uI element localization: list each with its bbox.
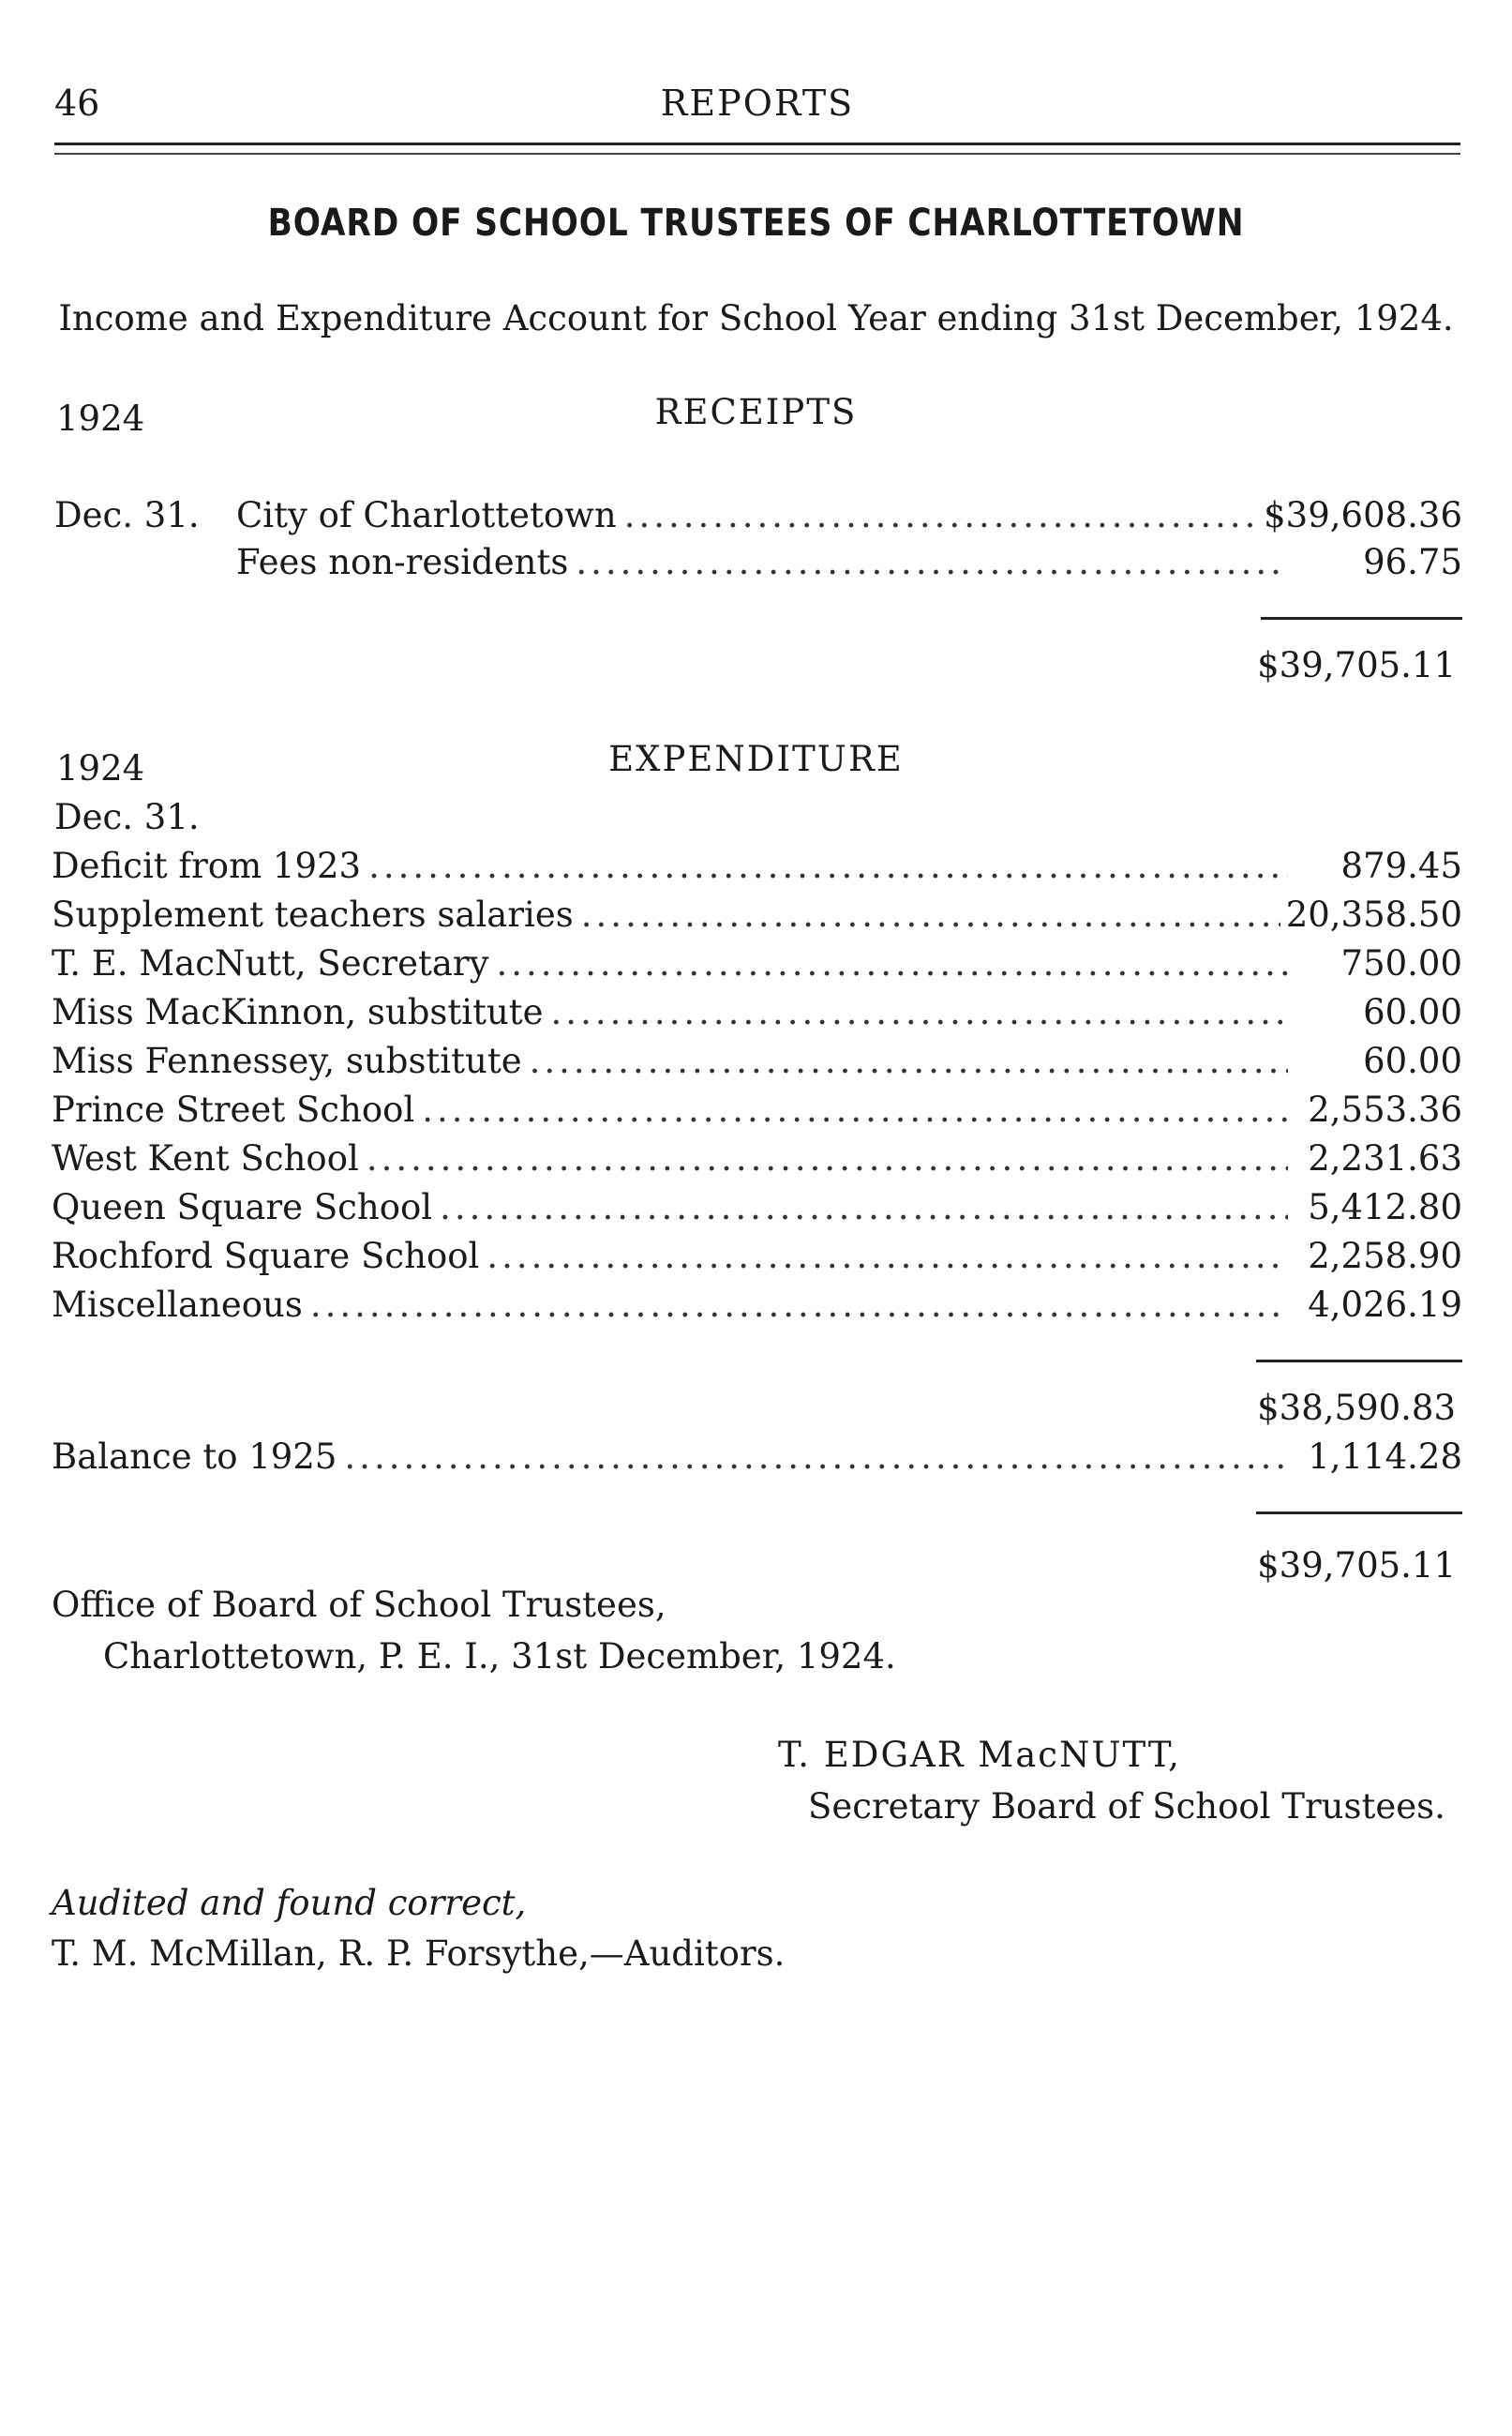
receipt-label: Fees non-residents xyxy=(236,542,569,582)
expenditure-row xyxy=(52,992,1462,1039)
leader-dots xyxy=(581,895,1280,935)
expenditure-row xyxy=(52,1138,1462,1185)
office-line-1: Office of Board of School Trustees, xyxy=(52,1585,666,1625)
receipts-date: Dec. 31. xyxy=(54,495,200,535)
leader-dots xyxy=(344,1436,1288,1477)
receipt-label: City of Charlottetown xyxy=(236,495,617,535)
receipts-year: 1924 xyxy=(56,398,145,439)
expenditure-amount: 2,258.90 xyxy=(1308,1236,1462,1276)
expenditure-row xyxy=(52,1285,1462,1331)
expenditure-total: $39,705.11 xyxy=(1257,1545,1456,1586)
receipt-row xyxy=(236,542,1462,589)
expenditure-amount: 20,358.50 xyxy=(1285,895,1462,935)
page-subtitle: Income and Expenditure Account for School Year ending 31st December, 1924. xyxy=(58,298,1454,338)
page-title: BOARD OF SCHOOL TRUSTEES OF CHARLOTTETOWN xyxy=(267,202,1245,245)
expenditure-label: Rochford Square School xyxy=(52,1236,480,1276)
auditors: T. M. McMillan, R. P. Forsythe,—Auditors. xyxy=(52,1933,786,1974)
header-rule-secondary xyxy=(54,153,1460,155)
balance-row xyxy=(52,1436,1462,1483)
expenditure-amount: 60.00 xyxy=(1363,992,1462,1032)
leader-dots xyxy=(368,846,1288,886)
leader-dots xyxy=(440,1187,1288,1227)
office-line-2: Charlottetown, P. E. I., 31st December, 1924. xyxy=(103,1636,896,1677)
expenditure-row xyxy=(52,846,1462,893)
expenditure-heading: EXPENDITURE xyxy=(608,739,904,779)
leader-dots xyxy=(422,1090,1288,1130)
leader-dots xyxy=(530,1041,1288,1081)
total-rule xyxy=(1256,1511,1462,1514)
expenditure-row xyxy=(52,943,1462,990)
leader-dots xyxy=(487,1236,1288,1276)
leader-dots xyxy=(551,992,1288,1032)
expenditure-row xyxy=(52,1187,1462,1234)
subtotal-rule xyxy=(1256,1360,1462,1362)
expenditure-label: Miss MacKinnon, substitute xyxy=(52,992,544,1032)
audit-note: Audited and found correct, xyxy=(52,1883,527,1923)
running-head xyxy=(54,83,1460,139)
expenditure-label: T. E. MacNutt, Secretary xyxy=(52,943,489,984)
expenditure-row xyxy=(52,1041,1462,1088)
receipts-heading: RECEIPTS xyxy=(654,392,858,432)
expenditure-label: West Kent School xyxy=(52,1138,359,1179)
expenditure-label: Miscellaneous xyxy=(52,1285,303,1325)
total-rule xyxy=(1261,617,1462,620)
receipt-row xyxy=(236,495,1462,542)
balance-amount: 1,114.28 xyxy=(1308,1436,1462,1477)
running-title: REPORTS xyxy=(660,83,855,124)
expenditure-amount: 2,553.36 xyxy=(1308,1090,1462,1130)
signature-name: T. EDGAR MacNUTT, xyxy=(778,1735,1181,1775)
signature-title: Secretary Board of School Trustees. xyxy=(808,1786,1445,1827)
expenditure-label: Miss Fennessey, substitute xyxy=(52,1041,522,1081)
leader-dots xyxy=(367,1138,1288,1179)
leader-dots xyxy=(624,495,1258,535)
expenditure-amount: 750.00 xyxy=(1340,943,1462,984)
leader-dots xyxy=(576,542,1288,582)
expenditure-row xyxy=(52,1236,1462,1283)
expenditure-date: Dec. 31. xyxy=(54,797,200,837)
expenditure-row xyxy=(52,1090,1462,1136)
expenditure-label: Prince Street School xyxy=(52,1090,415,1130)
expenditure-year: 1924 xyxy=(56,748,145,789)
expenditure-label: Deficit from 1923 xyxy=(52,846,362,886)
expenditure-amount: 879.45 xyxy=(1340,846,1462,886)
receipt-amount: $39,608.36 xyxy=(1264,495,1462,535)
expenditure-amount: 5,412.80 xyxy=(1308,1187,1462,1227)
page-number: 46 xyxy=(54,83,100,124)
expenditure-label: Supplement teachers salaries xyxy=(52,895,574,935)
expenditure-subtotal: $38,590.83 xyxy=(1257,1388,1456,1428)
expenditure-amount: 60.00 xyxy=(1363,1041,1462,1081)
leader-dots xyxy=(497,943,1289,984)
balance-label: Balance to 1925 xyxy=(52,1436,337,1477)
leader-dots xyxy=(310,1285,1288,1325)
receipt-amount: 96.75 xyxy=(1363,542,1462,582)
header-rule xyxy=(54,143,1460,145)
expenditure-amount: 2,231.63 xyxy=(1308,1138,1462,1179)
expenditure-row xyxy=(52,895,1462,941)
expenditure-amount: 4,026.19 xyxy=(1308,1285,1462,1325)
expenditure-label: Queen Square School xyxy=(52,1187,433,1227)
receipts-total: $39,705.11 xyxy=(1257,645,1456,685)
